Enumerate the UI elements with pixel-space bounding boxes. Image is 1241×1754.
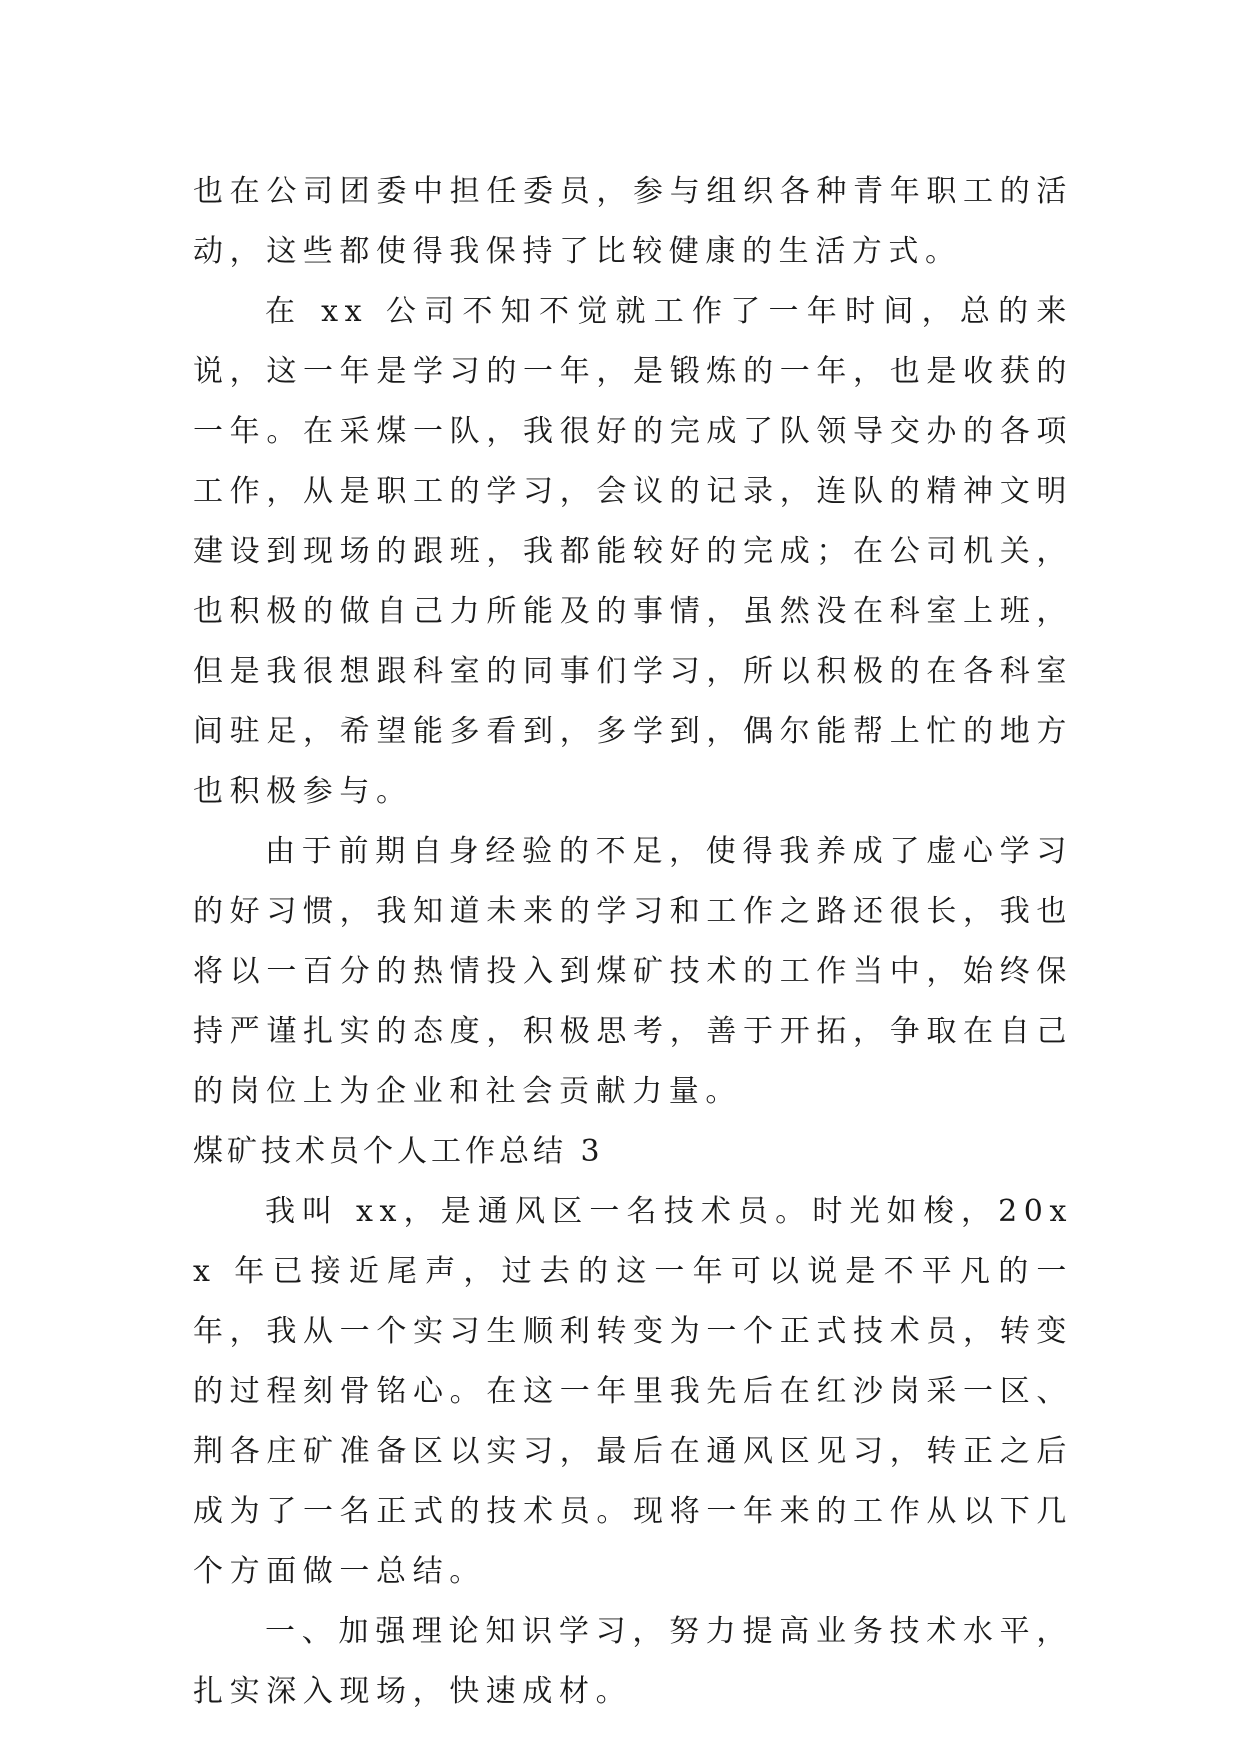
- section-heading: 煤矿技术员个人工作总结 3: [193, 1134, 604, 1169]
- paragraph-learning-attitude: 由于前期自身经验的不足，使得我养成了虚心学习的好习惯，我知道未来的学习和工作之路还很长，我也将以一百分的热情投入到煤矿技术的工作当中，始终保持严谨扎实的态度，积极思考，善于开拓，争取在自己的岗位上为企业和社会贡献力量。: [193, 834, 1073, 1109]
- paragraph-point-one: 一、加强理论知识学习，努力提高业务技术水平，扎实深入现场，快速成材。: [193, 1614, 1073, 1709]
- paragraph-continuation: 也在公司团委中担任委员，参与组织各种青年职工的活动，这些都使得我保持了比较健康的生活方式。: [193, 174, 1073, 269]
- paragraph-introduction: 我叫 xx，是通风区一名技术员。时光如梭，20xx 年已接近尾声，过去的这一年可以说是不平凡的一年，我从一个实习生顺利转变为一个正式技术员，转变的过程刻骨铭心。在这一年里我先后在红沙岗采一区、荆各庄矿准备区以实习，最后在通风区见习，转正之后成为了一名正式的技术员。现将一年来的工作从以下几个方面做一总结。: [193, 1194, 1073, 1589]
- paragraph-work-review: 在 xx 公司不知不觉就工作了一年时间，总的来说，这一年是学习的一年，是锻炼的一年，也是收获的一年。在采煤一队，我很好的完成了队领导交办的各项工作，从是职工的学习，会议的记录，连队的精神文明建设到现场的跟班，我都能较好的完成；在公司机关，也积极的做自己力所能及的事情，虽然没在科室上班，但是我很想跟科室的同事们学习，所以积极的在各科室间驻足，希望能多看到，多学到，偶尔能帮上忙的地方也积极参与。: [193, 294, 1073, 809]
- document-body: [193, 162, 1073, 1722]
